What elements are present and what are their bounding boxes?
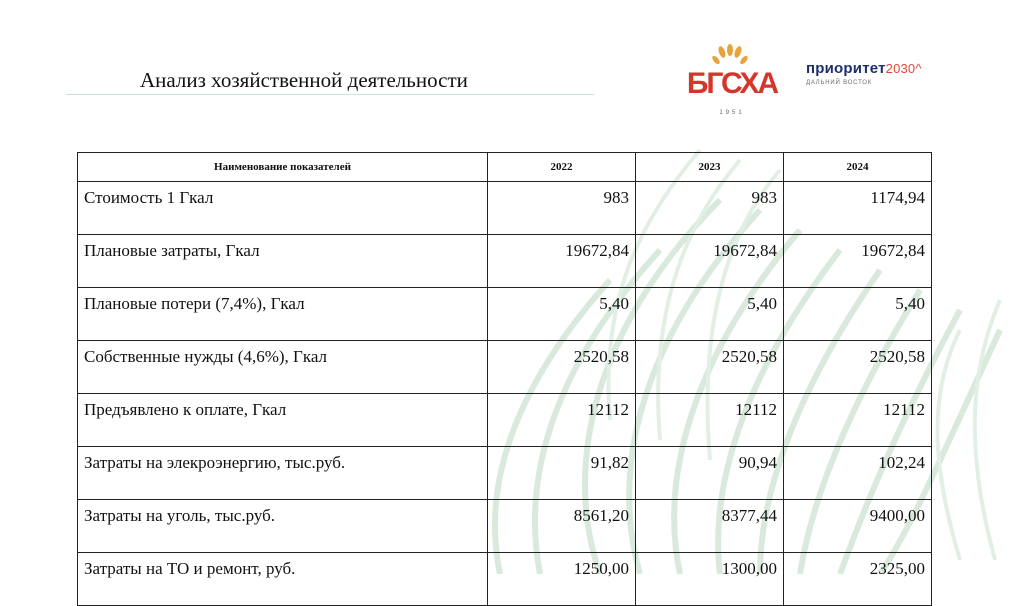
row-name: Предъявлено к оплате, Гкал	[78, 394, 488, 447]
row-value-2023: 8377,44	[636, 500, 784, 553]
row-value-2023: 983	[636, 182, 784, 235]
row-value-2024: 2520,58	[784, 341, 932, 394]
row-value-2024: 2325,00	[784, 553, 932, 606]
table-header-row	[78, 153, 932, 182]
table-row	[78, 288, 932, 341]
table-row	[78, 500, 932, 553]
row-value-2022: 8561,20	[488, 500, 636, 553]
row-value-2022: 12112	[488, 394, 636, 447]
priority-logo-num: 2030	[885, 61, 916, 76]
title-underline	[66, 94, 594, 95]
row-name: Собственные нужды (4,6%), Гкал	[78, 341, 488, 394]
row-value-2024: 102,24	[784, 447, 932, 500]
table-row	[78, 235, 932, 288]
table-row	[78, 182, 932, 235]
bgsha-logo-year: 1951	[719, 110, 745, 116]
row-value-2022: 1250,00	[488, 553, 636, 606]
row-value-2023: 90,94	[636, 447, 784, 500]
row-name: Затраты на уголь, тыс.руб.	[78, 500, 488, 553]
header-2024: 2024	[784, 153, 932, 182]
row-name: Затраты на элекроэнергию, тыс.руб.	[78, 447, 488, 500]
row-value-2023: 12112	[636, 394, 784, 447]
table-row	[78, 394, 932, 447]
table-row	[78, 447, 932, 500]
bgsha-logo	[686, 44, 778, 118]
row-value-2022: 91,82	[488, 447, 636, 500]
row-value-2023: 5,40	[636, 288, 784, 341]
row-value-2024: 1174,94	[784, 182, 932, 235]
row-value-2024: 9400,00	[784, 500, 932, 553]
bgsha-logo-text: БГСХА	[686, 67, 778, 100]
row-value-2022: 5,40	[488, 288, 636, 341]
analysis-table	[77, 152, 932, 606]
page-title: Анализ хозяйственной деятельности	[140, 68, 468, 92]
row-name: Плановые затраты, Гкал	[78, 235, 488, 288]
header-name: Наименование показателей	[78, 153, 488, 182]
row-value-2023: 2520,58	[636, 341, 784, 394]
table-row	[78, 553, 932, 606]
row-value-2023: 1300,00	[636, 553, 784, 606]
row-value-2022: 983	[488, 182, 636, 235]
row-name: Стоимость 1 Гкал	[78, 182, 488, 235]
row-value-2024: 19672,84	[784, 235, 932, 288]
row-name: Плановые потери (7,4%), Гкал	[78, 288, 488, 341]
row-value-2022: 2520,58	[488, 341, 636, 394]
priority-logo-main: приоритет	[806, 60, 886, 77]
row-value-2023: 19672,84	[636, 235, 784, 288]
row-value-2024: 5,40	[784, 288, 932, 341]
header-2022: 2022	[488, 153, 636, 182]
row-value-2022: 19672,84	[488, 235, 636, 288]
table-row	[78, 341, 932, 394]
priority-logo-suffix: ^	[915, 61, 922, 76]
header-2023: 2023	[636, 153, 784, 182]
priority-logo-sub: ДАЛЬНИЙ ВОСТОК	[806, 80, 873, 86]
row-value-2024: 12112	[784, 394, 932, 447]
priority-2030-logo	[806, 60, 922, 86]
row-name: Затраты на ТО и ремонт, руб.	[78, 553, 488, 606]
